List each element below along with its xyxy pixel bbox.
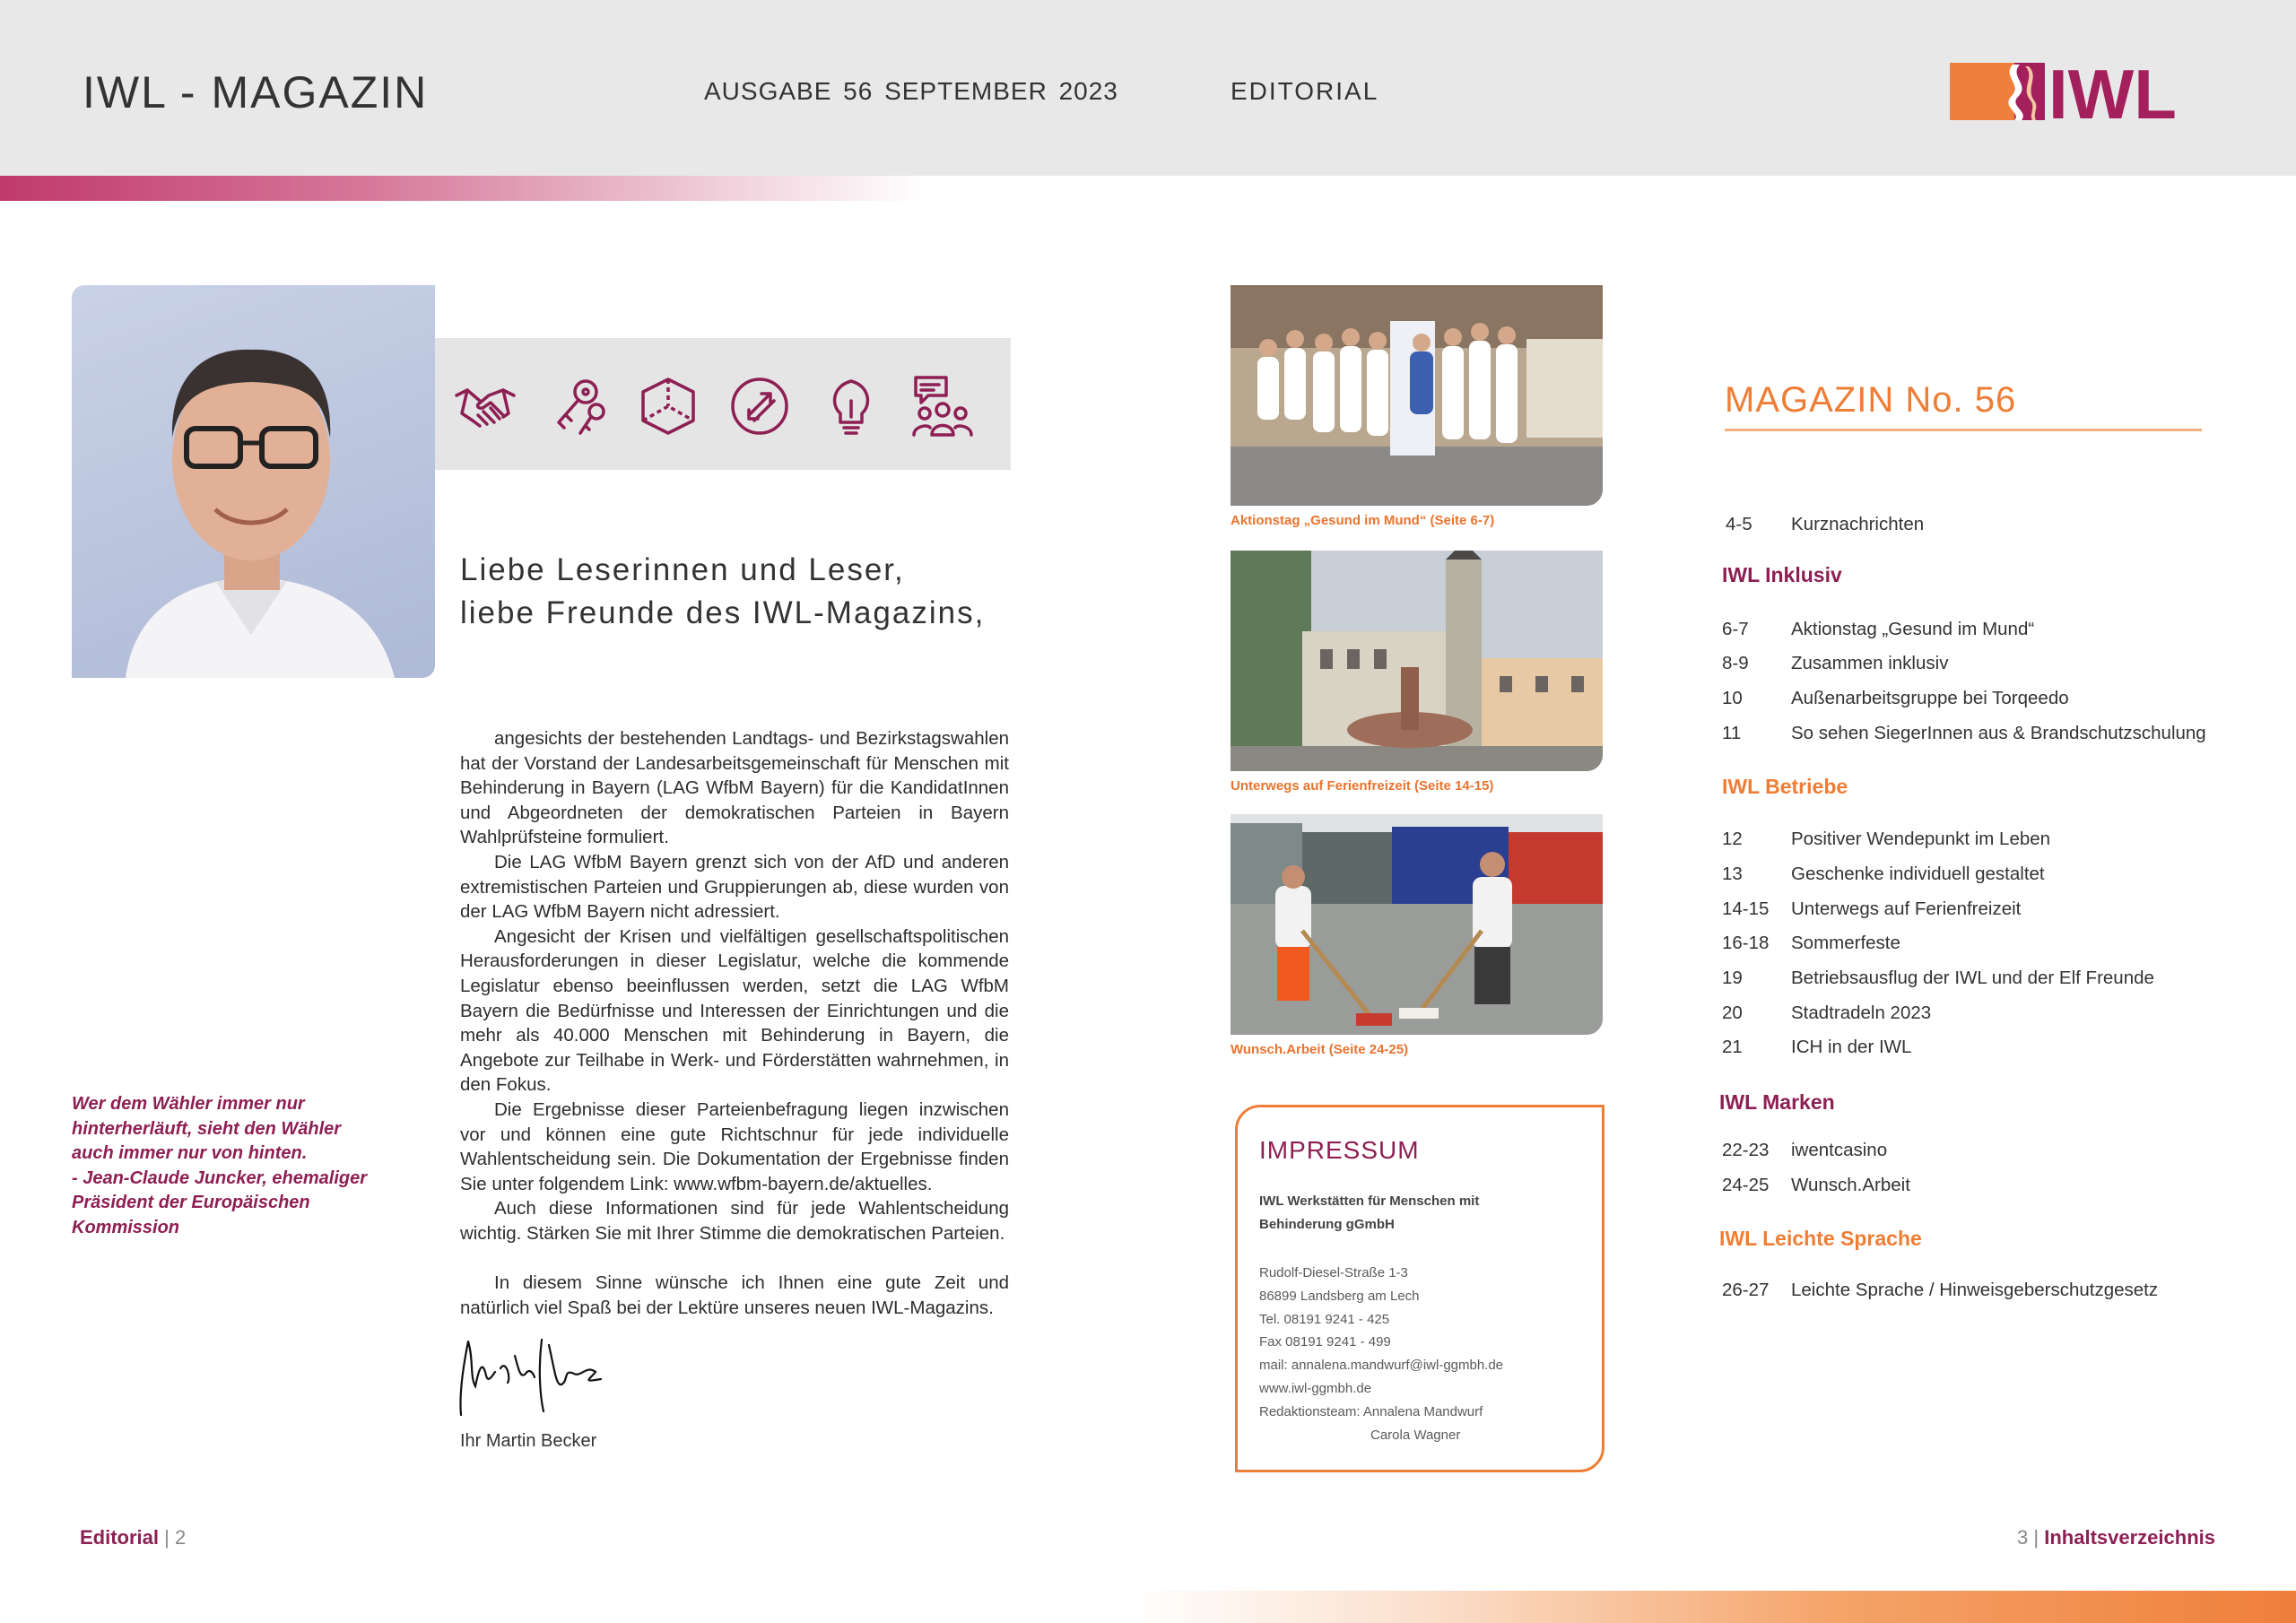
toc-page: 22-23: [1722, 1140, 1770, 1160]
signer-name: Ihr Martin Becker: [460, 1431, 597, 1451]
toc-page: 16-18: [1722, 933, 1770, 953]
photo-aktionstag: [1231, 285, 1603, 506]
logo-text: IWL: [2048, 61, 2177, 122]
toc-entry[interactable]: [1722, 1175, 1910, 1196]
toc-entry-title: Außenarbeitsgruppe bei Torqeedo: [1791, 688, 2069, 708]
company-line: Behinderung gGmbH: [1259, 1217, 1395, 1232]
toc-section-heading: IWL Inklusiv: [1722, 563, 1842, 586]
editorial-paragraph: Die Ergebnisse dieser Parteienbefragung liegen inzwischen vor und können eine gute Richtschnur für jede individuelle Wahlentscheidung sein. Die Dokumentation der Ergebnisse finden Sie unter folgendem Link: www.wfbm-bayern.de/aktuelles.: [460, 1098, 1009, 1194]
toc-entry-title: Leichte Sprache / Hinweisgeberschutzgesetz: [1791, 1280, 2159, 1300]
quote-line: - Jean-Claude Juncker, ehemaliger: [72, 1167, 368, 1188]
impressum-team: Redaktionsteam: Annalena Mandwurf: [1259, 1403, 1483, 1419]
impressum-city: 86899 Landsberg am Lech: [1259, 1288, 1420, 1304]
handshake-icon: [453, 374, 517, 438]
photo-wunscharbeit: [1231, 814, 1603, 1035]
toc-page: 11: [1722, 723, 1742, 743]
toc-entry-title: ICH in der IWL: [1791, 1037, 1912, 1057]
impressum-street: Rudolf-Diesel-Straße 1-3: [1259, 1265, 1408, 1280]
header-gradient-bar: [0, 176, 924, 201]
impressum-team: Carola Wagner: [1370, 1427, 1461, 1443]
toc-page: 4-5: [1726, 514, 1752, 534]
footer-right: [2017, 1526, 2215, 1549]
team-chat-icon: [910, 374, 975, 438]
toc-section-heading: IWL Betriebe: [1722, 775, 1848, 798]
toc-entry[interactable]: [1722, 723, 2206, 744]
greeting-line-2: liebe Freunde des IWL-Magazins,: [460, 595, 986, 630]
iwl-logo: [1950, 61, 2212, 122]
section-label: EDITORIAL: [1231, 77, 1379, 105]
editorial-paragraph: In diesem Sinne wünsche ich Ihnen eine gute Zeit und natürlich viel Spaß bei der Lektüre unseres neuen IWL-Magazins.: [460, 1272, 1009, 1319]
toc-page: 13: [1722, 864, 1743, 884]
greeting-line-1: Liebe Leserinnen und Leser,: [460, 552, 905, 587]
issue-label: AUSGABE 56 SEPTEMBER 2023: [704, 77, 1118, 105]
quote-line: auch immer nur von hinten.: [72, 1143, 308, 1164]
photo-caption: Aktionstag „Gesund im Mund“ (Seite 6-7): [1231, 513, 1495, 528]
quote-line: hinterherläuft, sieht den Wähler: [72, 1118, 342, 1139]
editorial-body: [460, 726, 1009, 1321]
toc-page: 12: [1722, 829, 1743, 849]
toc-page: 14-15: [1722, 898, 1770, 919]
company-line: IWL Werkstätten für Menschen mit: [1259, 1193, 1480, 1209]
impressum-box: [1235, 1105, 1605, 1472]
values-icon-bar: [435, 338, 1011, 470]
toc-entry-title: Aktionstag „Gesund im Mund“: [1791, 619, 2035, 639]
footer-gradient-bar: [1130, 1591, 2296, 1623]
toc-section-heading: IWL Leichte Sprache: [1719, 1227, 1922, 1250]
toc-entry-title: Positiver Wendepunkt im Leben: [1791, 829, 2051, 849]
toc-entry-title: Betriebsausflug der IWL und der Elf Freunde: [1791, 968, 2154, 988]
toc-entry-title: Zusammen inklusiv: [1791, 653, 1949, 673]
toc-entry-title: iwentcasino: [1791, 1140, 1888, 1160]
toc-entry-title: Stadtradeln 2023: [1791, 1002, 1932, 1023]
exchange-icon: [727, 374, 792, 438]
toc-entry[interactable]: [1722, 1002, 1931, 1024]
editorial-greeting: [460, 549, 985, 635]
cube-icon: [636, 374, 700, 438]
toc-entry-title: Geschenke individuell gestaltet: [1791, 864, 2045, 884]
toc-title: MAGAZIN No. 56: [1725, 380, 2017, 420]
page-header: [0, 0, 2296, 176]
toc-page: 10: [1722, 688, 1743, 708]
photo-caption: Unterwegs auf Ferienfreizeit (Seite 14-15): [1231, 778, 1494, 794]
toc-section-heading: IWL Marken: [1719, 1090, 1835, 1114]
toc-entry[interactable]: [1722, 1037, 1911, 1058]
toc-page: 20: [1722, 1002, 1743, 1023]
toc-page: 26-27: [1722, 1280, 1770, 1300]
footer-right-label: Inhaltsverzeichnis: [2044, 1526, 2215, 1549]
lightbulb-icon: [819, 374, 883, 438]
toc-entry[interactable]: [1722, 898, 2021, 920]
impressum-contact: [1259, 1262, 1503, 1446]
toc-entry-title: So sehen SiegerInnen aus & Brandschutzschulung: [1791, 723, 2206, 743]
impressum-fax: Fax 08191 9241 - 499: [1259, 1334, 1391, 1350]
editorial-paragraph: Auch diese Informationen sind für jede Wahlentscheidung wichtig. Stärken Sie mit Ihrer Stimme die demokratischen Parteien.: [460, 1198, 1009, 1244]
toc-entry[interactable]: [1726, 514, 1924, 535]
footer-left-page: 2: [174, 1526, 187, 1549]
toc-entry-title: Kurznachrichten: [1791, 514, 1925, 534]
toc-page: 24-25: [1722, 1175, 1770, 1195]
toc-entry[interactable]: [1722, 619, 2034, 640]
quote-line: Wer dem Wähler immer nur: [72, 1094, 305, 1114]
editorial-paragraph: Die LAG WfbM Bayern grenzt sich von der AfD und anderen extremistischen Parteien und Gruppierungen ab, diese wurden von der LAG WfbM Bayern nicht adressiert.: [460, 851, 1009, 923]
impressum-mail[interactable]: mail: annalena.mandwurf@iwl-ggmbh.de: [1259, 1358, 1504, 1374]
quote: [72, 1092, 395, 1241]
impressum-title: IMPRESSUM: [1259, 1136, 1420, 1164]
toc-entry[interactable]: [1722, 1140, 1887, 1161]
editorial-paragraph: Angesicht der Krisen und vielfältigen gesellschaftspolitischen Herausforderungen in dieser Legislatur, welche die kommende Legislatur ebenso beeinflussen werden, setzt die LAG WfbM Bayern die Bedürfnisse und Interessen der Einrichtungen und die mehr als 40.000 Menschen mit Behinderung in Bayern, die Angebote zur Teilhabe in Werk- und Förderstätten wahrnehmen, in den Fokus.: [460, 925, 1009, 1096]
toc-entry[interactable]: [1722, 653, 1948, 674]
quote-line: Kommission: [72, 1217, 180, 1237]
signature: [456, 1332, 608, 1422]
toc-entry[interactable]: [1722, 688, 2069, 709]
toc-entry-title: Sommerfeste: [1791, 933, 1900, 953]
impressum-web[interactable]: www.iwl-ggmbh.de: [1259, 1380, 1372, 1396]
toc-entry-title: Wunsch.Arbeit: [1791, 1175, 1910, 1195]
toc-entry[interactable]: [1722, 933, 1900, 954]
toc-entry[interactable]: [1722, 968, 2154, 989]
toc-page: 19: [1722, 968, 1743, 988]
impressum-tel: Tel. 08191 9241 - 425: [1259, 1311, 1390, 1327]
footer-right-page: 3: [2017, 1526, 2029, 1549]
photo-caption: Wunsch.Arbeit (Seite 24-25): [1231, 1042, 1409, 1057]
magazine-title: IWL - MAGAZIN: [83, 67, 429, 117]
impressum-company: [1259, 1190, 1582, 1237]
editorial-paragraph: angesichts der bestehenden Landtags- und Bezirkstagswahlen hat der Vorstand der Landesarbeitsgemeinschaft für Menschen mit Behinderung in Bayern (LAG WfbM Bayern) für die KandidatInnen und Abgeordneten der demokratischen Parteien in Bayern Wahlprüfsteine formuliert.: [460, 728, 1009, 848]
author-portrait: [72, 285, 435, 678]
photo-ferienfreizeit: [1231, 551, 1603, 771]
toc-entry-title: Unterwegs auf Ferienfreizeit: [1791, 898, 2022, 919]
toc-page: 6-7: [1722, 619, 1749, 639]
toc-page: 8-9: [1722, 653, 1749, 673]
footer-separator: |: [164, 1526, 170, 1549]
footer-left-label: Editorial: [80, 1526, 160, 1549]
toc-page: 21: [1722, 1037, 1743, 1057]
footer-separator: |: [2033, 1526, 2039, 1549]
toc-entry[interactable]: [1722, 829, 2050, 850]
quote-line: Präsident der Europäischen: [72, 1193, 310, 1213]
footer-left: [80, 1526, 186, 1549]
toc-entry[interactable]: [1722, 1280, 2158, 1301]
toc-entry[interactable]: [1722, 864, 2045, 885]
toc-divider: [1725, 429, 2202, 431]
keys-icon: [544, 374, 609, 438]
